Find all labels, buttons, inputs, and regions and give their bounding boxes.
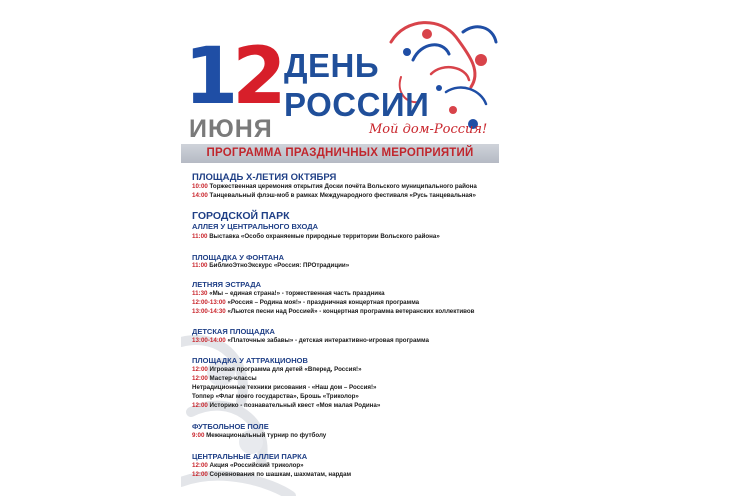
event-line — [192, 233, 440, 241]
event-line — [192, 290, 385, 298]
event-time: 11:30 — [192, 290, 208, 297]
event-line — [192, 471, 351, 479]
event-time: 11:00 — [192, 262, 208, 269]
event-time: 12:00-13:00 — [192, 299, 226, 306]
section-title: ГОРОДСКОЙ ПАРК — [192, 210, 290, 222]
event-text: Выставка «Особо охраняемые природные территории Вольского района» — [207, 233, 440, 240]
event-text: Соревнования по шашкам, шахматам, нардам — [207, 471, 352, 478]
event-line — [192, 192, 476, 200]
event-time: 13:00-14:00 — [192, 337, 226, 344]
program-banner — [181, 144, 499, 163]
event-time: 10:00 — [192, 183, 208, 190]
event-text: «Россия – Родина моя!» - праздничная концертная программа — [225, 299, 420, 306]
event-line — [192, 393, 359, 401]
date-number — [184, 32, 281, 122]
event-text: Историко - познавательный квест «Моя малая Родина» — [207, 402, 381, 409]
event-text: Топпер «Флаг моего государства», Брошь «Триколор» — [192, 393, 359, 400]
poster-motto: Мой дом-Россия! — [369, 122, 488, 137]
event-text: Торжественная церемония открытия Доски почёта Вольского муниципального района — [207, 183, 477, 190]
event-text: Игровая программа для детей «Вперед, Россия!» — [207, 366, 362, 373]
event-line — [192, 262, 349, 270]
poster-title-line1: ДЕНЬ — [284, 47, 380, 84]
event-line — [192, 432, 326, 440]
event-time: 12:00 — [192, 471, 208, 478]
banner-text: ПРОГРАММА ПРАЗДНИЧНЫХ МЕРОПРИЯТИЙ — [206, 147, 474, 159]
event-time: 9:00 — [192, 432, 205, 439]
event-text: «Платочные забавы» - детская интерактивно-игровая программа — [225, 337, 429, 344]
event-time: 12:00 — [192, 366, 208, 373]
poster-title-line2: РОССИИ — [284, 86, 430, 123]
event-text: «Льются песни над Россией» - концертная программа ветеранских коллективов — [225, 308, 475, 315]
event-text: Нетрадиционные техники рисования - «Наш дом – Россия!» — [192, 384, 377, 391]
event-line — [192, 183, 477, 191]
event-line — [192, 384, 377, 392]
subsection-title: ПЛОЩАДКА У АТТРАКЦИОНОВ — [192, 356, 308, 365]
event-line — [192, 375, 257, 383]
event-text: Акция «Российский триколор» — [207, 462, 304, 469]
date-month: ИЮНЯ — [189, 115, 273, 143]
subsection-title: ЦЕНТРАЛЬНЫЕ АЛЛЕИ ПАРКА — [192, 452, 308, 461]
event-poster — [181, 12, 499, 496]
event-time: 14:00 — [192, 192, 208, 199]
subsection-title: ФУТБОЛЬНОЕ ПОЛЕ — [192, 422, 269, 431]
event-line — [192, 337, 429, 345]
subsection-title: ДЕТСКАЯ ПЛОЩАДКА — [192, 327, 275, 336]
subsection-title: ПЛОЩАДКА У ФОНТАНА — [192, 253, 285, 262]
event-time: 13:00-14:30 — [192, 308, 226, 315]
event-line — [192, 308, 475, 316]
digit-two: 2 — [232, 32, 281, 122]
event-time: 12:00 — [192, 402, 208, 409]
event-line — [192, 366, 362, 374]
event-line — [192, 299, 419, 307]
event-time: 11:00 — [192, 233, 208, 240]
event-text: БиблиоЭтноЭкскурс «Россия: ПРОтрадиции» — [207, 262, 350, 269]
event-line — [192, 402, 380, 410]
event-text: Мастер-классы — [207, 375, 257, 382]
event-text: Танцевальный флэш-моб в рамках Международного фестиваля «Русь танцевальная» — [207, 192, 476, 199]
event-text: «Мы – единая страна!» - торжественная часть праздника — [207, 290, 385, 297]
subsection-title: ЛЕТНЯЯ ЭСТРАДА — [192, 280, 262, 289]
event-line — [192, 462, 304, 470]
event-time: 12:00 — [192, 375, 208, 382]
digit-one: 1 — [184, 32, 233, 122]
event-time: 12:00 — [192, 462, 208, 469]
subsection-title: АЛЛЕЯ У ЦЕНТРАЛЬНОГО ВХОДА — [192, 222, 318, 231]
event-text: Межнациональный турнир по футболу — [204, 432, 327, 439]
section-title: ПЛОЩАДЬ Х-ЛЕТИЯ ОКТЯБРЯ — [192, 172, 337, 183]
